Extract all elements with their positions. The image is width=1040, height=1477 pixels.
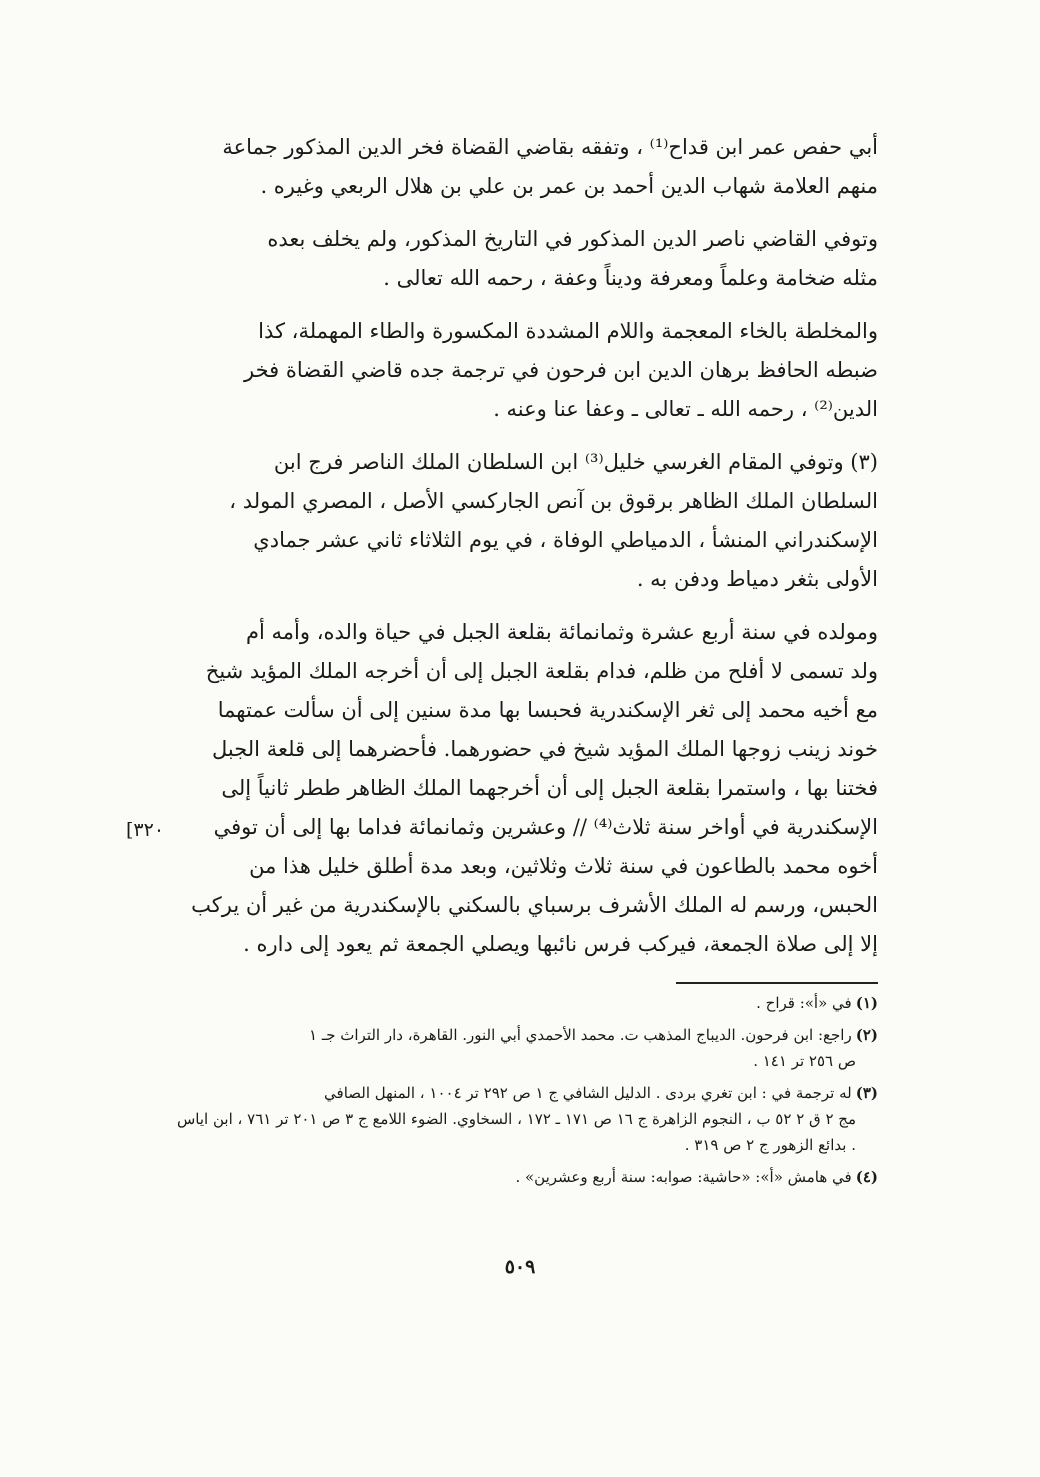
text-line: والمخلطة بالخاء المعجمة واللام المشددة المكسورة والطاء المهملة، كذا (258, 319, 878, 343)
text-line: ومولده في سنة أربع عشرة وثمانمائة بقلعة الجبل في حياة والده، وأمه أم (246, 620, 878, 644)
footnote-4 (176, 1164, 878, 1190)
footnotes (176, 990, 878, 1196)
page-number: ٥٠٩ (504, 1256, 536, 1278)
paragraph-4 (176, 443, 878, 599)
footnote-text: له ترجمة في : ابن تغري بردى . الدليل الشافي ج ١ ص ٢٩٢ تر ١٠٠٤ ، المنهل الصافي (324, 1084, 852, 1102)
text-line: مثله ضخامة وعلماً ومعرفة وديناً وعفة ، رحمه الله تعالى . (383, 266, 878, 290)
text-line: الحبس، ورسم له الملك الأشرف برسباي بالسكني بالإسكندرية من غير أن يركب (191, 893, 878, 917)
paragraph-2 (176, 220, 878, 298)
text-line: ضبطه الحافظ برهان الدين ابن فرحون في ترجمة جده قاضي القضاة فخر (244, 358, 878, 382)
manuscript-folio-marker: [٣٢٠ (126, 819, 165, 841)
text-line: الإسكندرية في أواخر سنة ثلاث⁽⁴⁾ // وعشرين وثمانمائة فداما بها إلى أن توفي (213, 815, 878, 839)
text-line: وتوفي القاضي ناصر الدين المذكور في التاريخ المذكور، ولم يخلف بعده (267, 227, 878, 251)
footnote-text: في «أ»: قراح . (756, 994, 852, 1012)
text-line: مع أخيه محمد إلى ثغر الإسكندرية فحبسا بها مدة سنين إلى أن سألت عمتهما (217, 698, 878, 722)
main-text (176, 128, 878, 964)
paragraph-1 (176, 128, 878, 206)
text-line: (٣) وتوفي المقام الغرسي خليل⁽³⁾ ابن السلطان الملك الناصر فرج ابن (273, 450, 878, 474)
footnote-text: في هامش «أ»: «حاشية: صوابه: سنة أربع وعشرين» . (515, 1168, 852, 1186)
paragraph-5 (176, 613, 878, 964)
footnote-1 (176, 990, 878, 1016)
footnote-continuation: ص ٢٥٦ تر ١٤١ . (753, 1052, 856, 1070)
text-line: الأولى بثغر دمياط ودفن به . (636, 567, 878, 591)
text-line: الإسكندراني المنشأ ، الدمياطي الوفاة ، في يوم الثلاثاء ثاني عشر جمادي (253, 528, 878, 552)
text-line: إلا إلى صلاة الجمعة، فيركب فرس نائبها ويصلي الجمعة ثم يعود إلى داره . (243, 932, 878, 956)
text-line: الدين⁽²⁾ ، رحمه الله ـ تعالى ـ وعفا عنا وعنه . (493, 397, 878, 421)
text-line: أبي حفص عمر ابن قداح⁽¹⁾ ، وتفقه بقاضي القضاة فخر الدين المذكور جماعة (222, 135, 878, 159)
text-line: أخوه محمد بالطاعون في سنة ثلاث وثلاثين، وبعد مدة أطلق خليل هذا من (249, 854, 878, 878)
footnote-number: (٣) (855, 1084, 878, 1102)
footnote-continuation: مج ٢ ق ٢ ٥٢ ب ، النجوم الزاهرة ج ١٦ ص ١٧١ ـ ١٧٢ ، السخاوي. الضوء اللامع ج ٣ ص ٢٠١ تر ٧٦١ ، ابن اياس . بدائع الزهور ج ٢ ص ٣١٩ . (177, 1110, 856, 1154)
text-line: السلطان الملك الظاهر برقوق بن آنص الجاركسي الأصل ، المصري المولد ، (229, 489, 878, 513)
footnote-number: (١) (855, 994, 878, 1012)
paragraph-3 (176, 312, 878, 429)
footnote-number: (٤) (855, 1168, 878, 1186)
text-line: خوند زينب زوجها الملك المؤيد شيخ في حضورهما. فأحضرهما إلى قلعة الجبل (211, 737, 878, 761)
text-line: فختنا بها ، واستمرا بقلعة الجبل إلى أن أخرجهما الملك الظاهر ططر ثانياً إلى (221, 776, 878, 800)
footnote-text: راجع: ابن فرحون. الديباج المذهب ت. محمد الأحمدي أبي النور. القاهرة، دار التراث جـ ١ (309, 1026, 852, 1044)
footnote-2 (176, 1022, 878, 1074)
footnote-3 (176, 1080, 878, 1158)
footnote-number: (٢) (855, 1026, 878, 1044)
text-line: ولد تسمى لا أفلح من ظلم، فدام بقلعة الجبل إلى أن أخرجه الملك المؤيد شيخ (205, 659, 878, 683)
text-line: منهم العلامة شهاب الدين أحمد بن عمر بن علي بن هلال الربعي وغيره . (260, 174, 878, 198)
footnote-divider (676, 982, 878, 984)
